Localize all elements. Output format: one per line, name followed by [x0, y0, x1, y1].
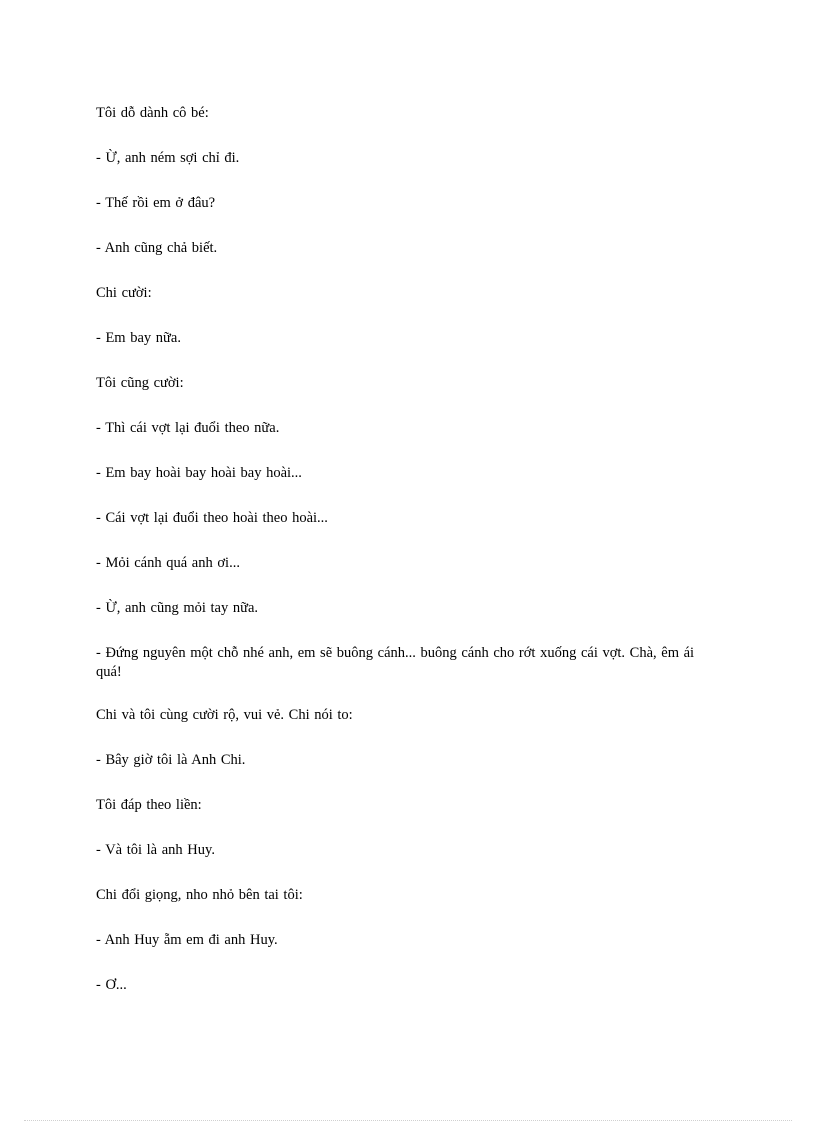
paragraph: - Cái vợt lại đuổi theo hoài theo hoài...	[96, 510, 328, 526]
paragraph: Tôi cũng cười:	[96, 375, 184, 391]
paragraph: Tôi dỗ dành cô bé:	[96, 105, 209, 121]
document-body	[96, 104, 720, 1021]
paragraph: Tôi đáp theo liền:	[96, 797, 202, 813]
paragraph: - Bây giờ tôi là Anh Chi.	[96, 752, 246, 768]
paragraph: - Em bay hoài bay hoài bay hoài...	[96, 465, 302, 481]
paragraph: - Anh cũng chả biết.	[96, 240, 218, 256]
paragraph: - Ơ...	[96, 977, 127, 993]
paragraph: - Em bay nữa.	[96, 330, 181, 346]
paragraph: - Ừ, anh cũng mỏi tay nữa.	[96, 600, 259, 616]
paragraph: - Thì cái vợt lại đuổi theo nữa.	[96, 420, 280, 436]
paragraph: - Thế rồi em ở đâu?	[96, 195, 216, 211]
page-bottom-divider	[24, 1120, 792, 1121]
paragraph: - Anh Huy ẵm em đi anh Huy.	[96, 932, 278, 948]
paragraph: Chi đổi giọng, nho nhỏ bên tai tôi:	[96, 887, 303, 903]
paragraph: - Và tôi là anh Huy.	[96, 842, 215, 858]
paragraph: Chi cười:	[96, 285, 152, 301]
paragraph: - Mỏi cánh quá anh ơi...	[96, 555, 240, 571]
paragraph: - Ừ, anh ném sợi chỉ đi.	[96, 150, 240, 166]
paragraph: - Đứng nguyên một chỗ nhé anh, em sẽ buông cánh... buông cánh cho rớt xuống cái vợt. Chà, êm ái quá!	[96, 645, 695, 680]
paragraph: Chi và tôi cùng cười rộ, vui vẻ. Chi nói to:	[96, 707, 353, 723]
